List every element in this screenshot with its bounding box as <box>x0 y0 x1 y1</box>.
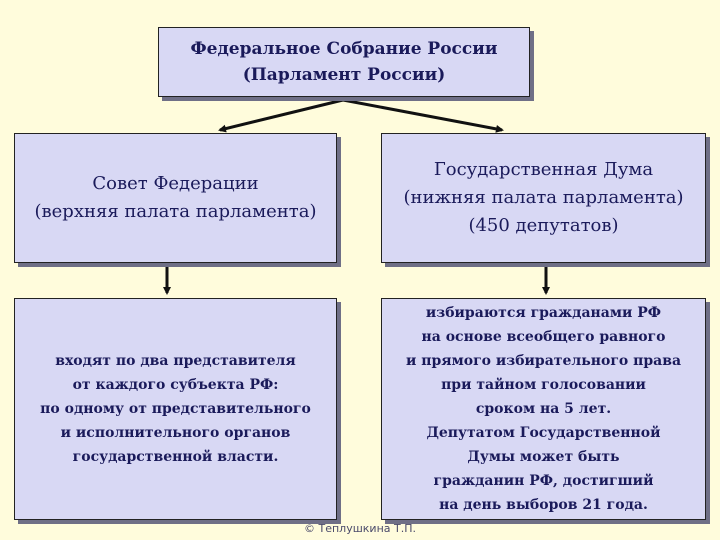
sovet-desc-line: входят по два представителя <box>55 353 296 369</box>
arrow-to-gosduma <box>343 100 502 130</box>
sovet-federatsii-box <box>14 133 337 263</box>
federal-assembly-subtitle: (Парламент России) <box>242 65 446 85</box>
gosduma-title: Государственная Дума <box>433 159 654 180</box>
gosduma-desc-line: и прямого избирательного права <box>405 353 682 369</box>
arrow-to-sovet-federatsii <box>220 100 343 130</box>
copyright-note: © Теплушкина Т.П. <box>304 522 416 535</box>
sovet-federatsii-title: Совет Федерации <box>92 173 259 194</box>
gosduma-desc-line: гражданин РФ, достигший <box>433 473 654 489</box>
sovet-desc-line: от каждого субъекта РФ: <box>72 377 279 393</box>
gosduma-desc-line: Думы может быть <box>467 449 620 465</box>
sovet-federatsii-subtitle: (верхняя палата парламента) <box>34 201 317 222</box>
gosduma-description-box <box>381 298 706 520</box>
federal-assembly-title: Федеральное Собрание России <box>190 39 498 59</box>
gosduma-subtitle: (нижняя палата парламента) <box>403 187 684 208</box>
gosduma-deputies-count: (450 депутатов) <box>468 215 619 236</box>
sovet-desc-line: государственной власти. <box>72 449 279 465</box>
gosduma-desc-line: избираются гражданами РФ <box>425 305 662 321</box>
gosduma-desc-line: на день выборов 21 года. <box>439 497 648 513</box>
federal-assembly-box <box>158 27 530 97</box>
gosduma-desc-line: сроком на 5 лет. <box>475 401 612 417</box>
gosduma-box <box>381 133 706 263</box>
sovet-federatsii-description-box <box>14 298 337 520</box>
gosduma-desc-line: Депутатом Государственной <box>426 425 661 441</box>
sovet-desc-line: и исполнительного органов <box>60 425 291 441</box>
sovet-desc-line: по одному от представительного <box>40 401 311 417</box>
gosduma-desc-line: при тайном голосовании <box>441 377 646 393</box>
gosduma-desc-line: на основе всеобщего равного <box>421 329 666 345</box>
